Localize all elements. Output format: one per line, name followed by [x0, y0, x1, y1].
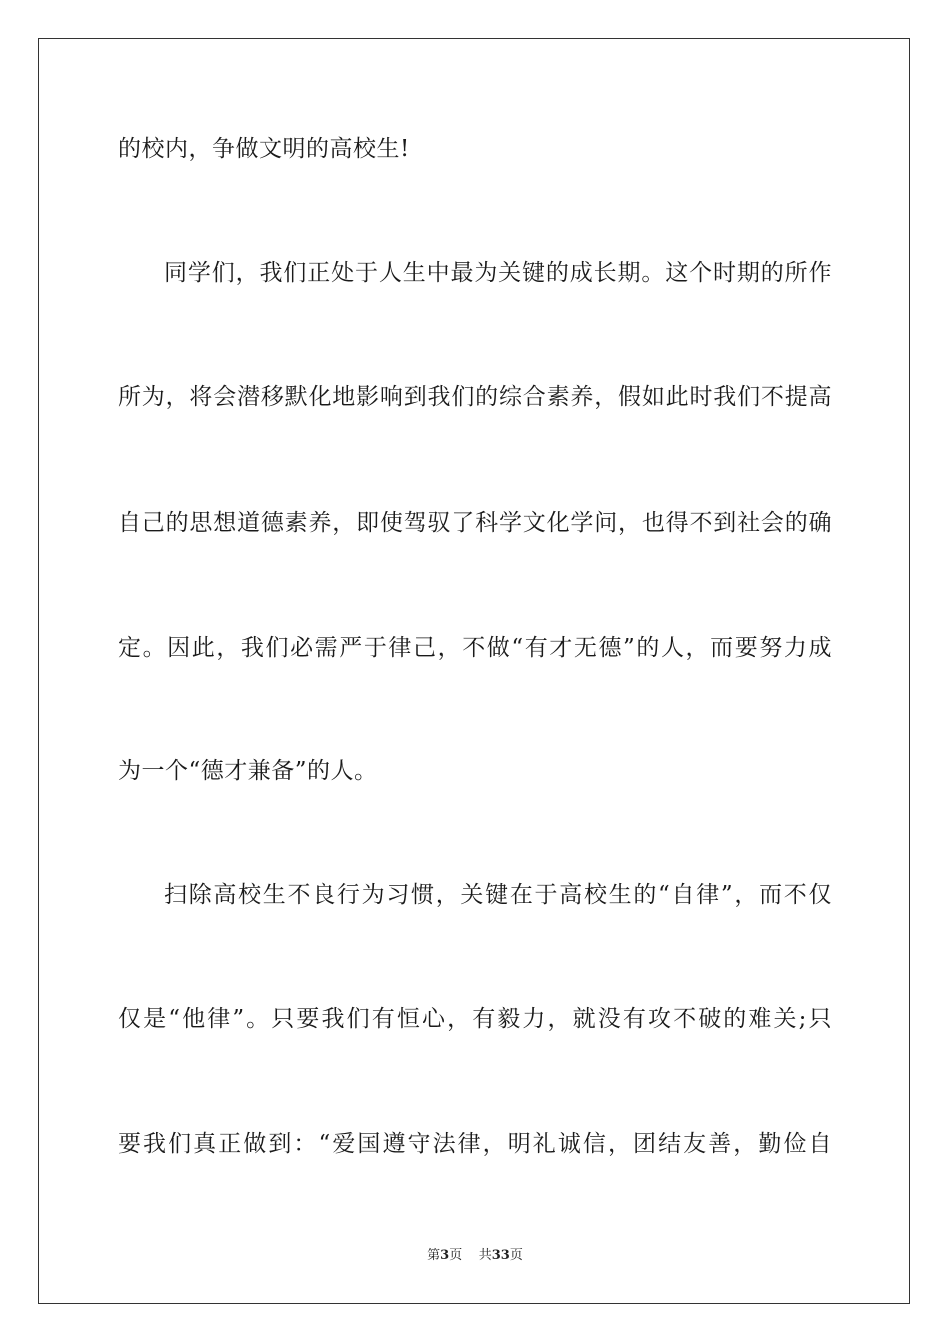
total-suffix: 页: [509, 1248, 523, 1263]
text-line-8: 仅是“他律”。只要我们有恒心，有毅力，就没有攻不破的难关;只: [118, 1006, 832, 1032]
page-number: 3: [440, 1248, 450, 1263]
total-pages: 33: [491, 1248, 510, 1263]
text-line-1: 的校内，争做文明的高校生!: [118, 136, 410, 162]
text-line-4: 自己的思想道德素养，即使驾驭了科学文化学问，也得不到社会的确: [118, 510, 832, 536]
page-suffix: 页: [449, 1248, 463, 1263]
text-line-5: 定。因此，我们必需严于律己，不做“有才无德”的人，而要努力成: [118, 635, 832, 661]
page-footer: [0, 1247, 950, 1265]
total-prefix: 共: [478, 1248, 492, 1263]
text-line-2: 同学们，我们正处于人生中最为关键的成长期。这个时期的所作: [164, 260, 832, 286]
page-border: [38, 38, 910, 1304]
text-line-7: 扫除高校生不良行为习惯，关键在于高校生的“自律”，而不仅: [164, 882, 832, 908]
text-line-6: 为一个“德才兼备”的人。: [118, 758, 378, 784]
page-prefix: 第: [427, 1248, 441, 1263]
text-line-9: 要我们真正做到：“爱国遵守法律，明礼诚信，团结友善，勤俭自: [118, 1131, 832, 1157]
text-line-3: 所为，将会潜移默化地影响到我们的综合素养，假如此时我们不提高: [118, 384, 832, 410]
